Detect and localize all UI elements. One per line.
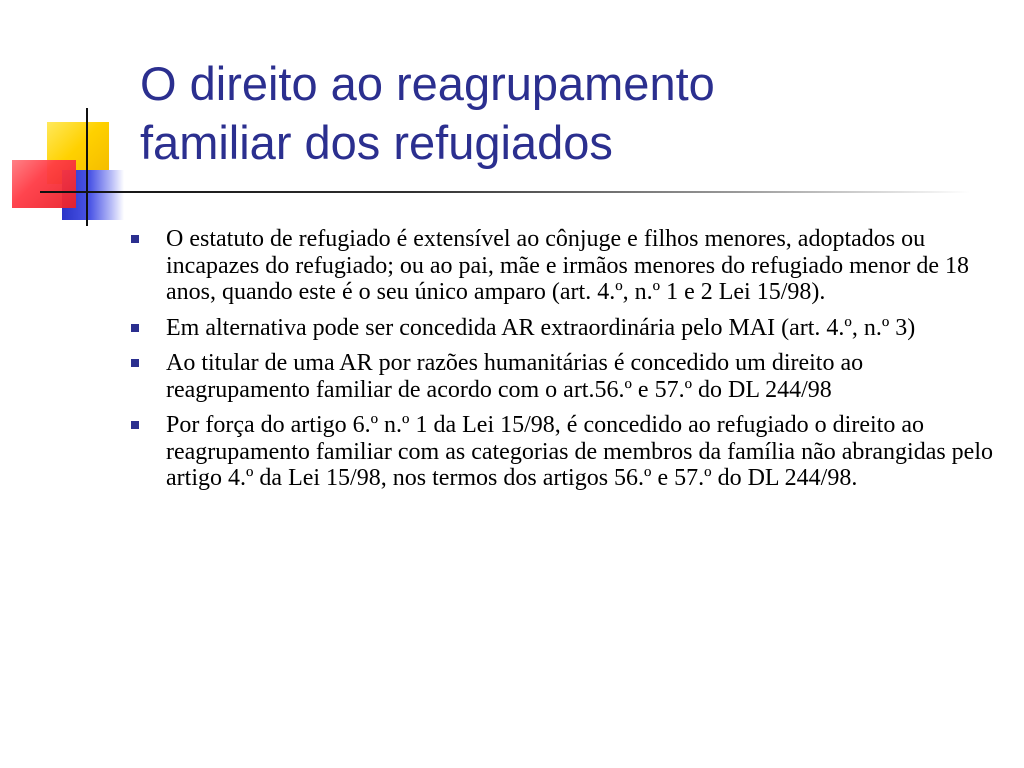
square-bullet-icon (131, 421, 139, 429)
vertical-rule (86, 108, 88, 226)
bullet-text: Em alternativa pode ser concedida AR extraordinária pelo MAI (art. 4.º, n.º 3) (166, 314, 916, 341)
square-bullet-icon (131, 235, 139, 243)
bullet-item (126, 350, 1006, 403)
title-underline-rule (40, 191, 970, 193)
bullet-text: O estatuto de refugiado é extensível ao cônjuge e filhos menores, adoptados ou incapazes do refugiado; ou ao pai, mãe e irmãos menores do refugiado menor de 18 anos, quando este é o seu único amparo (art. 4.º, n.º 1 e 2 Lei 15/98). (166, 226, 970, 305)
square-bullet-icon (131, 324, 139, 332)
red-square-decoration (12, 160, 76, 208)
title-line-1: O direito ao reagrupamento (140, 57, 715, 110)
title-line-2: familiar dos refugiados (140, 116, 613, 169)
bullet-item (126, 315, 1006, 342)
square-bullet-icon (131, 359, 139, 367)
bullet-text: Ao titular de uma AR por razões humanitárias é concedido um direito ao reagrupamento familiar de acordo com o art.56.º e 57.º do DL 244/98 (166, 350, 864, 403)
slide-title (140, 54, 1000, 172)
bullet-item (126, 412, 1006, 492)
bullet-item (126, 226, 1006, 306)
bullet-text: Por força do artigo 6.º n.º 1 da Lei 15/98, é concedido ao refugiado o direito ao reagrupamento familiar com as categorias de membros da família não abrangidas pelo artigo 4.º da Lei 15/98, nos termos dos artigos 56.º e 57.º do DL 244/98. (166, 412, 994, 491)
bullet-list (126, 226, 1006, 501)
